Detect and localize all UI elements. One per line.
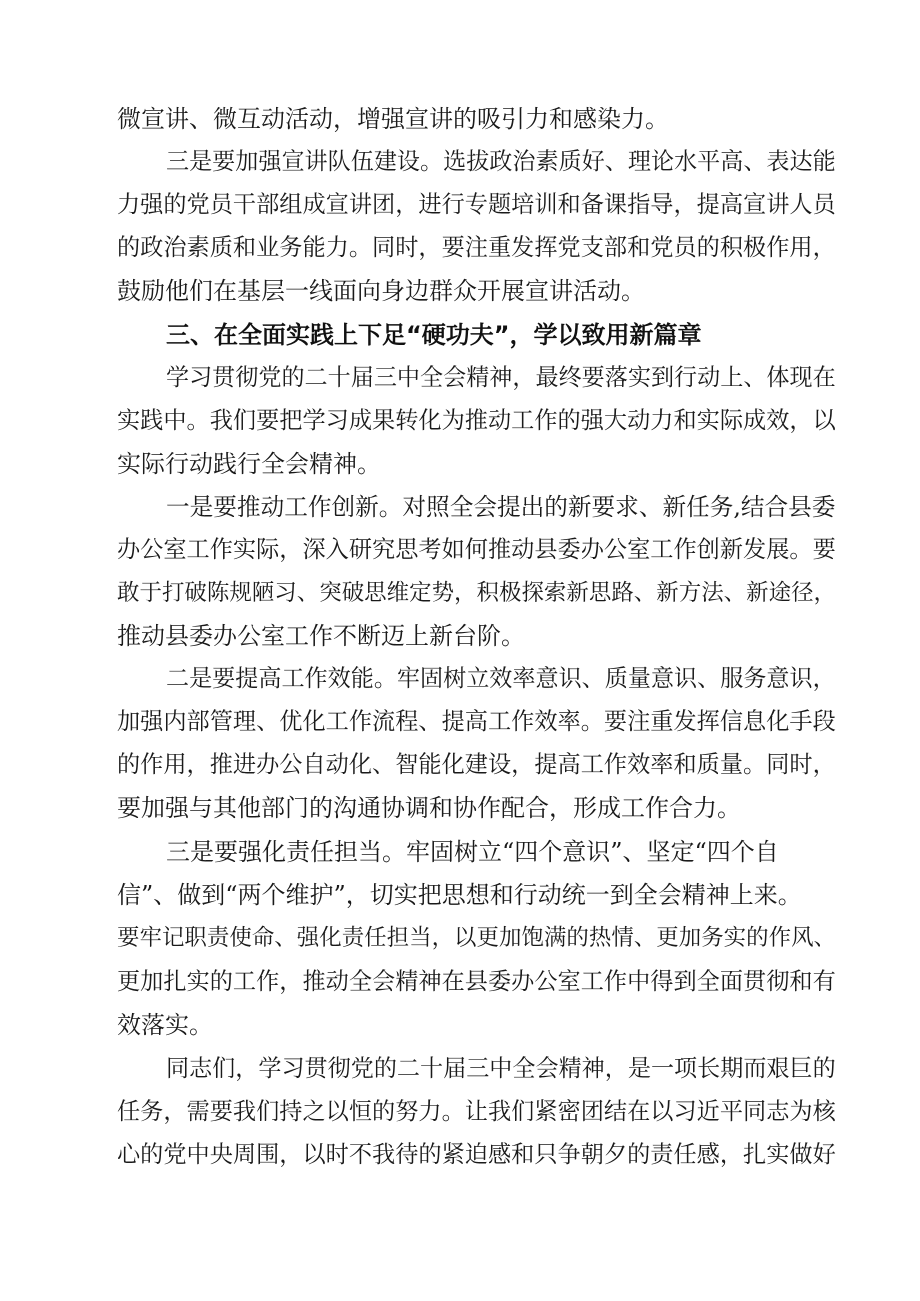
text-line: 实际行动践行全会精神。 <box>117 450 381 478</box>
text-line: 三是要强化责任担当。牢固树立“四个意识”、坚定“四个自 <box>166 838 779 866</box>
text-line: 信”、做到“两个维护”，切实把思想和行动统一到全会精神上来。 <box>117 881 802 909</box>
text-line: 的政治素质和业务能力。同时，要注重发挥党支部和党员的积极作用， <box>117 234 836 261</box>
text-line: 任务，需要我们持之以恒的努力。让我们紧密团结在以习近平同志为核 <box>117 1098 836 1125</box>
text-line: 鼓励他们在基层一线面向身边群众开展宣讲活动。 <box>117 277 645 305</box>
text-line: 的作用，推进办公自动化、智能化建设，提高工作效率和质量。同时， <box>117 751 836 778</box>
text-line: 要加强与其他部门的沟通协调和协作配合，形成工作合力。 <box>117 794 741 822</box>
text-line: 更加扎实的工作，推动全会精神在县委办公室工作中得到全面贯彻和有 <box>117 968 836 995</box>
section-heading: 三、在全面实践上下足“硬功夫”，学以致用新篇章 <box>166 321 702 349</box>
text-line: 推动县委办公室工作不断迈上新台阶。 <box>117 622 525 650</box>
text-line: 敢于打破陈规陋习、突破思维定势，积极探索新思路、新方法、新途径， <box>117 580 837 606</box>
text-line: 一是要推动工作创新。对照全会提出的新要求、新任务,结合县委 <box>166 493 836 521</box>
text-line: 微宣讲、微互动活动，增强宣讲的吸引力和感染力。 <box>117 105 669 133</box>
text-line: 办公室工作实际，深入研究思考如何推动县委办公室工作创新发展。要 <box>117 536 836 563</box>
text-line: 同志们，学习贯彻党的二十届三中全会精神，是一项长期而艰巨的 <box>166 1056 836 1082</box>
text-line: 学习贯彻党的二十届三中全会精神，最终要落实到行动上、体现在 <box>166 365 836 391</box>
text-line: 力强的党员干部组成宣讲团，进行专题培训和备课指导，提高宣讲人员 <box>117 191 836 218</box>
text-line: 加强内部管理、优化工作流程、提高工作效率。要注重发挥信息化手段 <box>117 708 836 735</box>
text-line: 三是要加强宣讲队伍建设。选拔政治素质好、理论水平高、表达能 <box>166 149 836 175</box>
text-line: 效落实。 <box>117 1011 213 1039</box>
text-line: 心的党中央周围，以时不我待的紧迫感和只争朝夕的责任感，扎实做好 <box>117 1141 836 1168</box>
text-line: 要牢记职责使命、强化责任担当，以更加饱满的热情、更加务实的作风、 <box>117 925 837 951</box>
text-line: 实践中。我们要把学习成果转化为推动工作的强大动力和实际成效，以 <box>117 407 836 434</box>
text-line: 二是要提高工作效能。牢固树立效率意识、质量意识、服务意识， <box>166 666 836 692</box>
